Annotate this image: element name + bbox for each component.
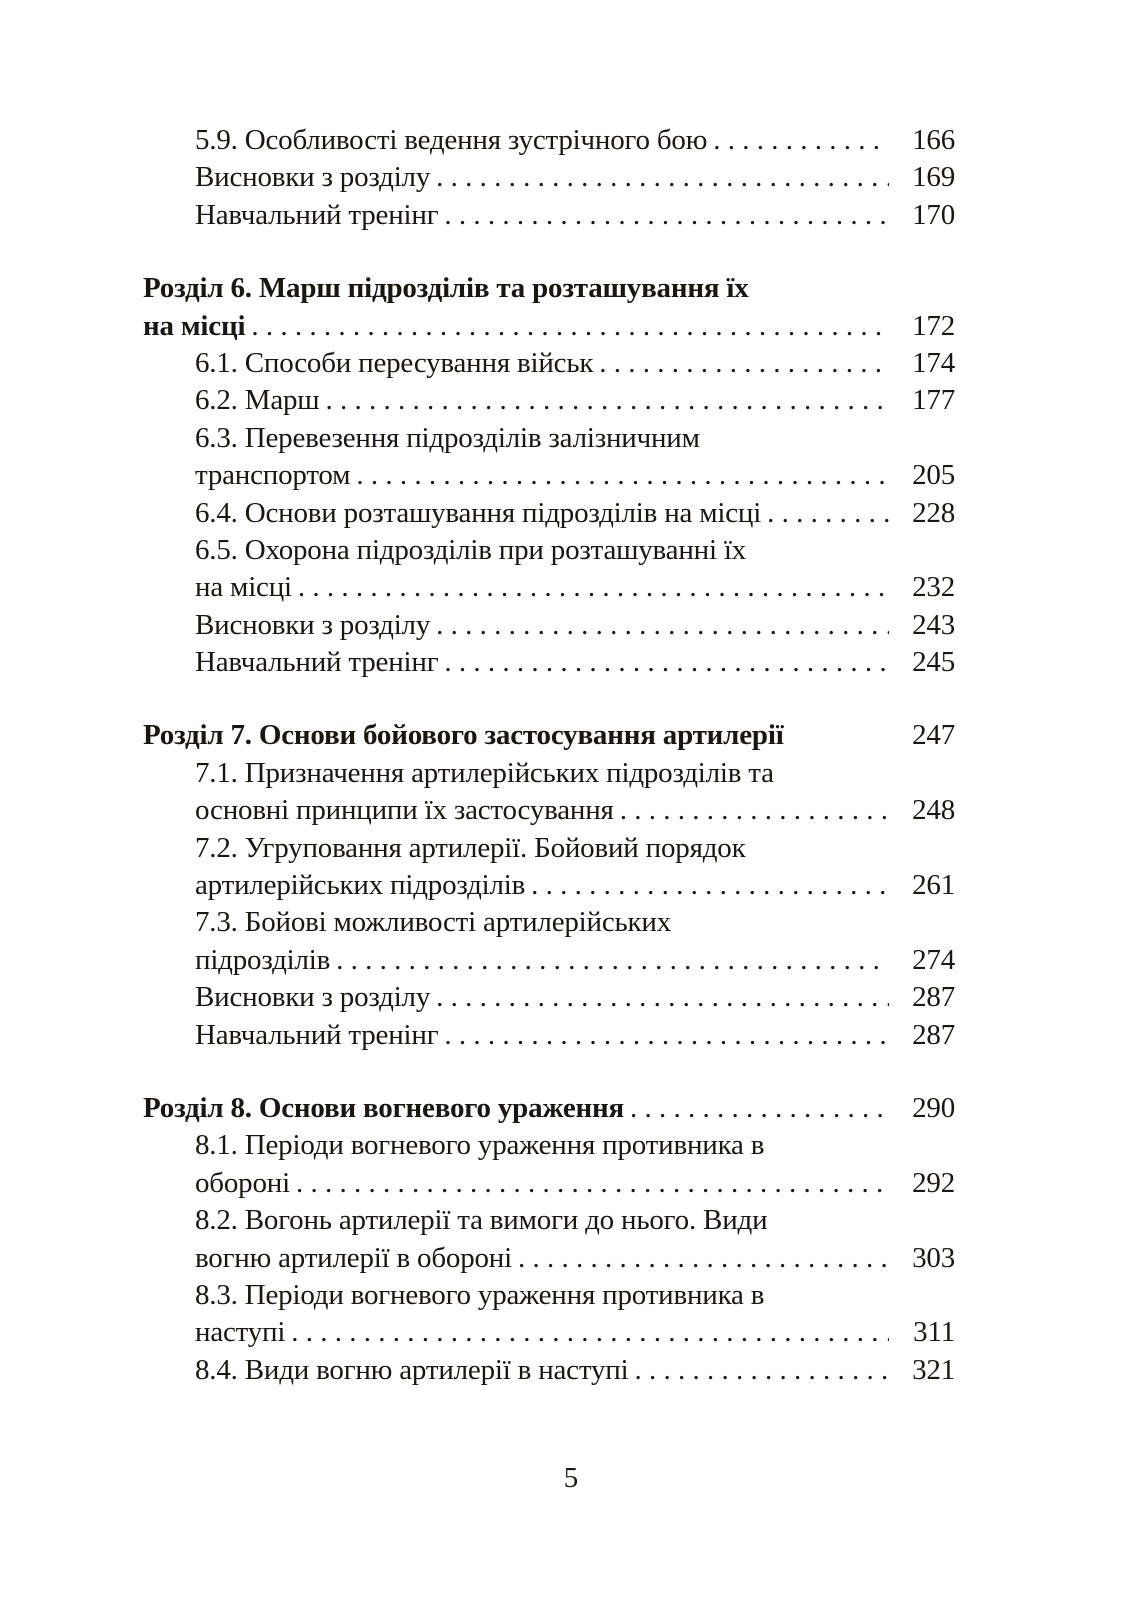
toc-page-number: 290 — [912, 1091, 955, 1124]
toc-page-number: 205 — [912, 459, 955, 492]
toc-entry-conclusions-6[interactable] — [143, 607, 955, 644]
dot-leader — [438, 1017, 889, 1054]
dot-leader — [430, 159, 889, 196]
toc-page-number: 169 — [912, 161, 955, 194]
toc-page-number: 261 — [912, 869, 955, 902]
toc-page-number: 303 — [912, 1241, 955, 1274]
toc-page-number: 170 — [912, 198, 955, 231]
dot-leader — [438, 644, 889, 681]
toc-page-number: 174 — [912, 346, 955, 379]
toc-entry-title: 6.3. Перевезення підрозділів залізничним — [195, 421, 700, 454]
toc-entry-6-3-line-1[interactable] — [143, 420, 955, 457]
dot-leader — [330, 942, 889, 979]
dot-leader — [292, 569, 889, 606]
toc-entry-8-1-line-1[interactable] — [143, 1127, 955, 1164]
toc-entry-training-5[interactable] — [143, 197, 955, 234]
dot-leader — [593, 345, 889, 382]
toc-entry-title: Навчальний тренінг — [195, 198, 439, 231]
toc-entry-title: 7.1. Призначення артилерійських підрозділів та — [195, 756, 774, 789]
toc-entry-7-1-line-1[interactable] — [143, 755, 955, 792]
toc-entry-title: обороні — [195, 1166, 290, 1199]
toc-entry-title: 8.3. Періоди вогневого ураження противника в — [195, 1278, 765, 1311]
chapter-title: Розділ 7. Основи бойового застосування артилерії — [143, 719, 784, 752]
toc-entry-8-3-line-1[interactable] — [143, 1277, 955, 1314]
toc-entry-title: транспортом — [195, 459, 351, 492]
toc-page-number: 243 — [912, 608, 955, 641]
toc-page-number: 311 — [913, 1316, 955, 1349]
toc-entry-conclusions-5[interactable] — [143, 159, 955, 196]
toc-page-number: 166 — [912, 124, 955, 156]
toc-entry-title: основні принципи їх застосування — [195, 794, 614, 827]
chapter-8-heading[interactable] — [143, 1090, 955, 1127]
dot-leader — [290, 1165, 889, 1202]
toc-entry-8-1-line-2[interactable] — [143, 1165, 955, 1202]
table-of-contents — [143, 122, 955, 1389]
dot-leader — [430, 979, 889, 1016]
toc-entry-title: Висновки з розділу — [195, 981, 431, 1014]
toc-entry-6-5-line-1[interactable] — [143, 532, 955, 569]
toc-page-number: 228 — [912, 496, 955, 529]
toc-entry-training-7[interactable] — [143, 1017, 955, 1054]
dot-leader — [525, 867, 889, 904]
toc-page-number: 245 — [912, 646, 955, 679]
dot-leader — [614, 792, 889, 829]
chapter-6-heading-line-1[interactable] — [143, 270, 955, 307]
chapter-title: на місці — [143, 309, 246, 342]
toc-entry-title: підрозділів — [195, 943, 331, 976]
toc-page-number: 247 — [912, 719, 955, 752]
dot-leader — [245, 308, 889, 345]
dot-leader — [512, 1240, 889, 1277]
toc-entry-conclusions-7[interactable] — [143, 979, 955, 1016]
toc-entry-title: 6.2. Марш — [195, 384, 320, 417]
toc-page-number: 274 — [912, 943, 955, 976]
toc-entry-title: 7.3. Бойові можливості артилерійських — [195, 906, 672, 939]
toc-entry-title: 7.2. Угруповання артилерії. Бойовий порядок — [195, 831, 746, 864]
dot-leader — [438, 197, 889, 234]
toc-entry-title: 8.1. Періоди вогневого ураження противника в — [195, 1129, 765, 1162]
toc-entry-6-5-line-2[interactable] — [143, 569, 955, 606]
toc-page-number: 287 — [912, 1018, 955, 1051]
toc-entry-6-3-line-2[interactable] — [143, 457, 955, 494]
dot-leader — [707, 122, 889, 159]
section-gap — [143, 234, 955, 270]
toc-page-number: 232 — [912, 571, 955, 604]
dot-leader — [624, 1090, 889, 1127]
toc-entry-8-3-line-2[interactable] — [143, 1314, 955, 1351]
toc-entry-7-3-line-2[interactable] — [143, 942, 955, 979]
toc-entry-title: 6.4. Основи розташування підрозділів на місці — [195, 496, 762, 529]
chapter-7-heading[interactable] — [143, 717, 955, 754]
dot-leader — [319, 382, 889, 419]
dot-leader — [430, 607, 889, 644]
toc-page-number: 172 — [912, 309, 955, 342]
toc-entry-title: Навчальний тренінг — [195, 646, 439, 679]
chapter-title: Розділ 8. Основи вогневого ураження — [143, 1091, 625, 1124]
dot-leader — [628, 1352, 889, 1389]
toc-page-number: 287 — [912, 981, 955, 1014]
section-gap — [143, 1054, 955, 1090]
chapter-6-heading-line-2[interactable] — [143, 308, 955, 345]
chapter-title: Розділ 6. Марш підрозділів та розташування їх — [143, 272, 749, 305]
toc-entry-7-2-line-2[interactable] — [143, 867, 955, 904]
toc-entry-8-2-line-1[interactable] — [143, 1202, 955, 1239]
toc-entry-title: наступі — [195, 1316, 286, 1349]
dot-leader — [761, 495, 889, 532]
toc-entry-7-2-line-1[interactable] — [143, 830, 955, 867]
toc-entry-title: вогню артилерії в обороні — [195, 1241, 512, 1274]
toc-entry-6-2[interactable] — [143, 382, 955, 419]
toc-entry-title: артилерійських підрозділів — [195, 869, 526, 902]
toc-entry-title: 6.1. Способи пересування військ — [195, 346, 594, 379]
toc-entry-5-9[interactable] — [143, 122, 955, 159]
dot-leader — [285, 1314, 889, 1351]
toc-page-number: 248 — [912, 794, 955, 827]
toc-page-number: 321 — [912, 1353, 955, 1386]
toc-entry-training-6[interactable] — [143, 644, 955, 681]
toc-entry-title: Висновки з розділу — [195, 161, 431, 194]
toc-entry-7-3-line-1[interactable] — [143, 904, 955, 941]
toc-entry-title: Висновки з розділу — [195, 608, 431, 641]
toc-entry-title: 6.5. Охорона підрозділів при розташуванні їх — [195, 533, 747, 566]
section-gap — [143, 681, 955, 717]
toc-entry-8-2-line-2[interactable] — [143, 1240, 955, 1277]
toc-entry-title: на місці — [195, 571, 292, 604]
toc-entry-title: 8.4. Види вогню артилерії в наступі — [195, 1353, 629, 1386]
toc-page-number: 177 — [912, 384, 955, 417]
toc-entry-8-4[interactable] — [143, 1352, 955, 1389]
dot-leader — [350, 457, 889, 494]
toc-entry-6-1[interactable] — [143, 345, 955, 382]
toc-entry-6-4[interactable] — [143, 495, 955, 532]
toc-entry-title: Навчальний тренінг — [195, 1018, 439, 1051]
toc-entry-title: 5.9. Особливості ведення зустрічного бою — [195, 124, 708, 156]
toc-page-number: 292 — [912, 1166, 955, 1199]
page-number: 5 — [563, 1462, 579, 1494]
toc-entry-7-1-line-2[interactable] — [143, 792, 955, 829]
toc-entry-title: 8.2. Вогонь артилерії та вимоги до нього. Види — [195, 1204, 768, 1237]
